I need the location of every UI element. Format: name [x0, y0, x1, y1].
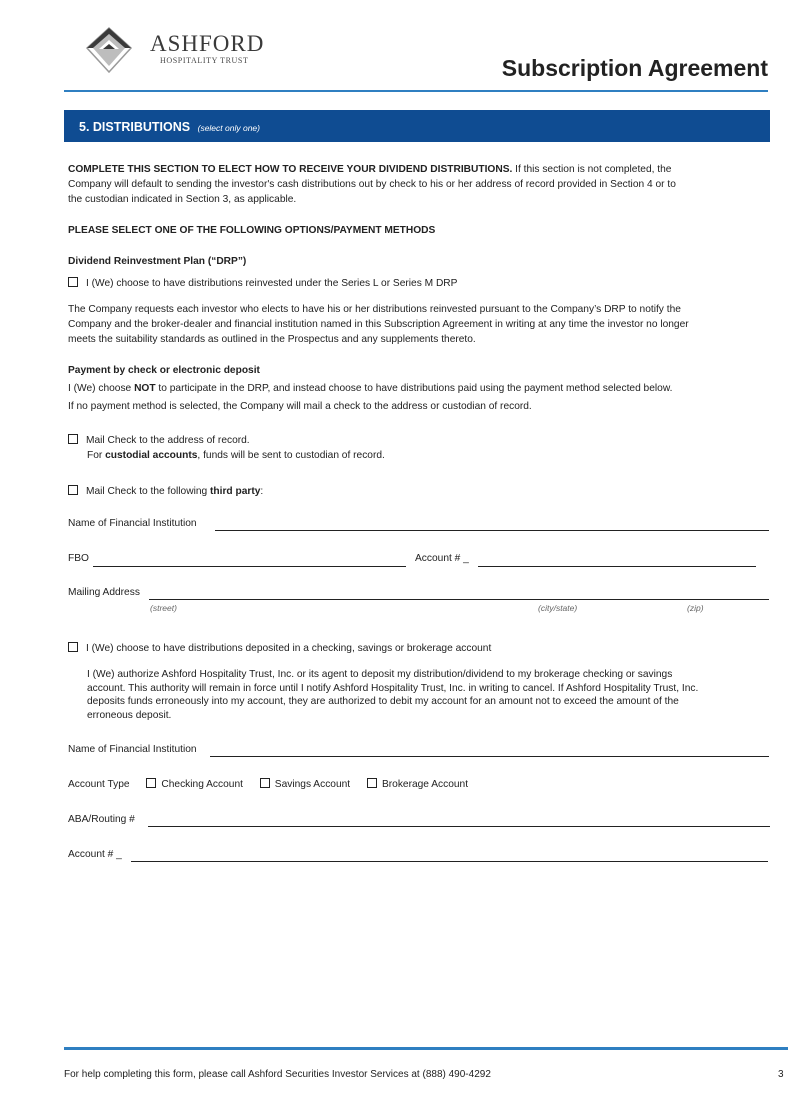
payment-heading: Payment by check or electronic deposit	[68, 365, 260, 376]
deposit-auth-line-3: deposits funds erroneously into my account, they are authorized to debit my account for an amount not to exceed the amount of the	[87, 696, 679, 707]
account-type-label: Account Type	[68, 779, 130, 790]
section-note: (select only one)	[197, 123, 260, 133]
logo-name: ASHFORD	[150, 31, 265, 56]
payment-line-2: If no payment method is selected, the Company will mail a check to the address or custodian of record.	[68, 401, 532, 412]
third-party-label-a: Mail Check to the following	[86, 486, 211, 497]
mail-check-record-checkbox[interactable]	[68, 434, 78, 444]
custodial-note-a: For	[87, 450, 106, 461]
deposit-option[interactable]	[68, 641, 758, 656]
drp-para-line-3: meets the suitability standards as outlined in the Prospectus and any supplements thereto.	[68, 334, 476, 345]
drp-option-label: I (We) choose to have distributions reinvested under the Series L or Series M DRP	[86, 278, 458, 289]
deposit-account-label: Account # _	[68, 849, 122, 860]
payment-line-1b: NOT	[134, 383, 156, 394]
street-caption: (street)	[150, 603, 177, 613]
third-party-account-field[interactable]	[478, 566, 756, 567]
section-title: 5. DISTRIBUTIONS	[79, 120, 191, 134]
checking-account-label: Checking Account	[161, 779, 243, 790]
deposit-account-field[interactable]	[131, 861, 768, 862]
drp-heading: Dividend Reinvestment Plan (“DRP”)	[68, 256, 247, 267]
zip-caption: (zip)	[687, 603, 704, 613]
logo-subtitle: HOSPITALITY TRUST	[160, 56, 249, 65]
footer-divider	[64, 1047, 788, 1050]
savings-account-label: Savings Account	[274, 779, 351, 790]
title-divider	[64, 90, 768, 92]
deposit-authorization	[87, 668, 757, 722]
savings-account-checkbox[interactable]	[260, 778, 270, 788]
savings-account-option[interactable]	[260, 779, 350, 790]
account-type-row	[68, 779, 468, 790]
deposit-label: I (We) choose to have distributions deposited in a checking, savings or brokerage account	[86, 643, 492, 654]
fbo-label: FBO	[68, 553, 89, 564]
checking-account-option[interactable]	[146, 779, 243, 790]
payment-line-1a: I (We) choose	[68, 383, 135, 394]
deposit-auth-line-4: erroneous deposit.	[87, 709, 172, 721]
brokerage-account-label: Brokerage Account	[381, 779, 469, 790]
mail-check-record-label: Mail Check to the address of record.	[86, 435, 250, 446]
fbo-field[interactable]	[93, 566, 406, 567]
intro-line-2: Company will default to sending the investor's cash distributions out by check to his or her address of record provided in Section 4 or to	[68, 179, 676, 190]
footer-help-text: For help completing this form, please call Ashford Securities Investor Services at (888) 490-4292	[64, 1069, 491, 1080]
third-party-label-b: third party	[210, 486, 261, 497]
third-party-checkbox[interactable]	[68, 485, 78, 495]
deposit-checkbox[interactable]	[68, 642, 78, 652]
third-party-account-label: Account # _	[415, 553, 469, 564]
third-party-label-c: :	[260, 486, 264, 497]
brokerage-account-checkbox[interactable]	[367, 778, 377, 788]
intro-paragraph	[68, 162, 758, 207]
routing-field[interactable]	[148, 826, 770, 827]
drp-paragraph	[68, 302, 758, 347]
page-number: 3	[778, 1069, 784, 1080]
drp-para-line-1: The Company requests each investor who elects to have his or her distributions reinvested pursuant to the Company’s DRP to notify the	[68, 304, 681, 315]
checking-account-checkbox[interactable]	[146, 778, 156, 788]
payment-paragraph	[68, 380, 758, 416]
options-heading: PLEASE SELECT ONE OF THE FOLLOWING OPTIONS/PAYMENT METHODS	[68, 225, 436, 236]
payment-line-1c: to participate in the DRP, and instead choose to have distributions paid using the payment method selected below.	[155, 383, 673, 394]
ashford-logo-icon	[85, 26, 133, 74]
intro-rest: If this section is not completed, the	[512, 164, 672, 175]
custodial-note-b: custodial accounts	[105, 450, 198, 461]
third-party-option[interactable]	[68, 484, 758, 499]
city-state-caption: (city/state)	[538, 603, 578, 613]
deposit-auth-line-1: I (We) authorize Ashford Hospitality Trust, Inc. or its agent to deposit my distribution/dividend to my brokerage checking or savings	[87, 669, 673, 680]
deposit-institution-label: Name of Financial Institution	[68, 744, 197, 755]
third-party-institution-label: Name of Financial Institution	[68, 518, 197, 529]
custodial-note-c: , funds will be sent to custodian of record.	[197, 450, 385, 461]
intro-lead: COMPLETE THIS SECTION TO ELECT HOW TO RECEIVE YOUR DIVIDEND DISTRIBUTIONS.	[68, 164, 513, 175]
page-title: Subscription Agreement	[501, 55, 768, 81]
third-party-institution-field[interactable]	[215, 530, 769, 531]
drp-checkbox[interactable]	[68, 277, 78, 287]
routing-label: ABA/Routing #	[68, 814, 135, 825]
deposit-auth-line-2: account. This authority will remain in force until I notify Ashford Hospitality Trust, Inc. in writing to cancel. If Ashford Hospitality Trust, Inc.	[87, 682, 699, 694]
deposit-institution-field[interactable]	[210, 756, 769, 757]
mailing-address-label: Mailing Address	[68, 587, 140, 598]
drp-para-line-2: Company and the broker-dealer and financial institution named in this Subscription Agreement in writing at any time the investor no longer	[68, 319, 689, 330]
section-header	[64, 110, 770, 142]
intro-line-3: the custodian indicated in Section 3, as applicable.	[68, 194, 297, 205]
mailing-address-field[interactable]	[149, 599, 769, 600]
drp-option[interactable]	[68, 276, 758, 291]
brokerage-account-option[interactable]	[367, 779, 468, 790]
mail-check-record-option[interactable]	[68, 433, 758, 463]
